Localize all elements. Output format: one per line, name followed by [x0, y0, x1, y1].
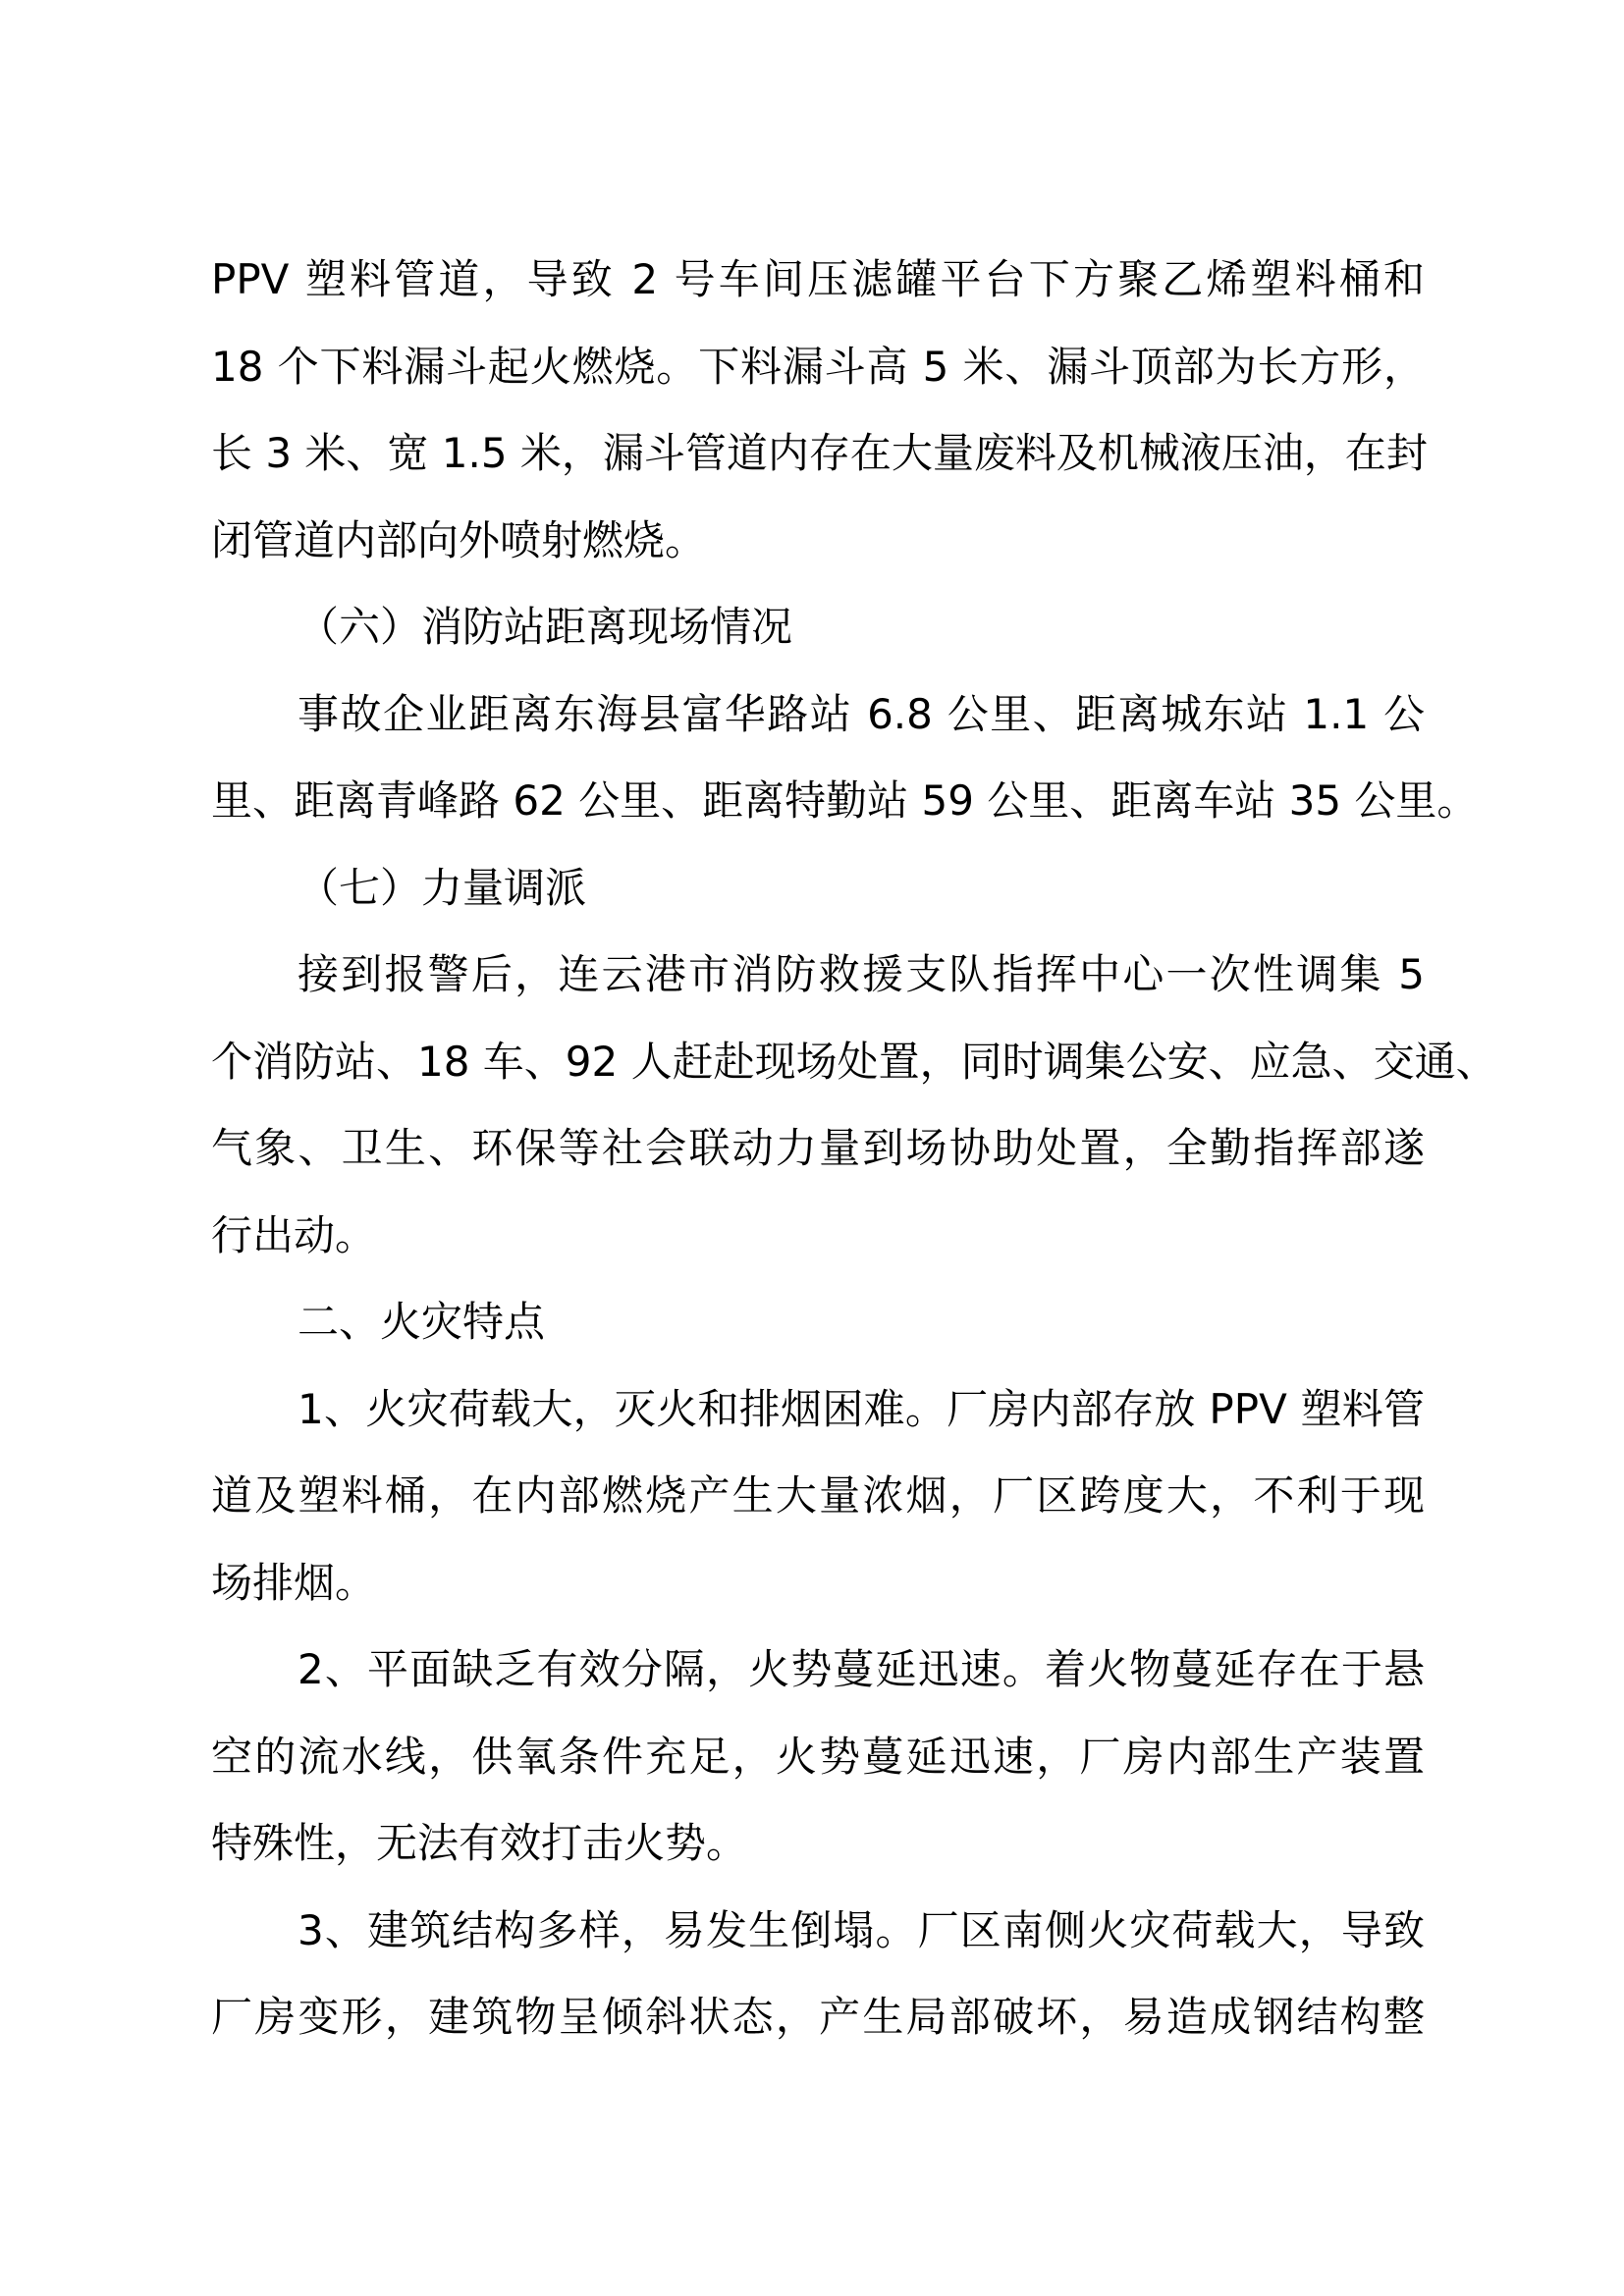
text-line: 事故企业距离东海县富华路站 6.8 公里、距离城东站 1.1 公 [298, 689, 1425, 738]
text-line: 行出动。 [211, 1210, 377, 1259]
text-line: 气象、卫生、环保等社会联动力量到场协助处置，全勤指挥部遂 [211, 1124, 1425, 1172]
text-line: 空的流水线，供氧条件充足，火势蔓延迅速，厂房内部生产装置 [211, 1732, 1425, 1781]
text-line: 2、平面缺乏有效分隔，火势蔓延迅速。着火物蔓延存在于悬 [298, 1645, 1425, 1693]
text-line: 场排烟。 [211, 1558, 377, 1607]
text-line: 长 3 米、宽 1.5 米，漏斗管道内存在大量废料及机械液压油，在封 [211, 429, 1428, 477]
text-line: 接到报警后，连云港市消防救援支队指挥中心一次性调集 5 [298, 950, 1425, 998]
text-line: 里、距离青峰路 62 公里、距离特勤站 59 公里、距离车站 35 公里。 [211, 776, 1479, 825]
document-page [211, 247, 1497, 2072]
text-line: 二、火灾特点 [298, 1298, 546, 1346]
text-line: （六）消防站距离现场情况 [298, 603, 793, 651]
text-line: （七）力量调派 [298, 863, 587, 912]
text-line: 道及塑料桶，在内部燃烧产生大量浓烟，厂区跨度大，不利于现 [211, 1471, 1425, 1520]
text-line: 厂房变形，建筑物呈倾斜状态，产生局部破坏，易造成钢结构整 [211, 1993, 1425, 2041]
text-line: PPV 塑料管道，导致 2 号车间压滤罐平台下方聚乙烯塑料桶和 [211, 255, 1425, 303]
text-line: 个消防站、18 车、92 人赶赴现场处置，同时调集公安、应急、交通、 [211, 1037, 1497, 1086]
text-line: 3、建筑结构多样，易发生倒塌。厂区南侧火灾荷载大，导致 [298, 1905, 1425, 1954]
text-line: 闭管道内部向外喷射燃烧。 [211, 515, 707, 564]
text-line: 特殊性，无法有效打击火势。 [211, 1819, 748, 1867]
text-line: 1、火灾荷载大，灭火和排烟困难。厂房内部存放 PPV 塑料管 [298, 1384, 1425, 1433]
text-line: 18 个下料漏斗起火燃烧。下料漏斗高 5 米、漏斗顶部为长方形， [211, 342, 1425, 391]
